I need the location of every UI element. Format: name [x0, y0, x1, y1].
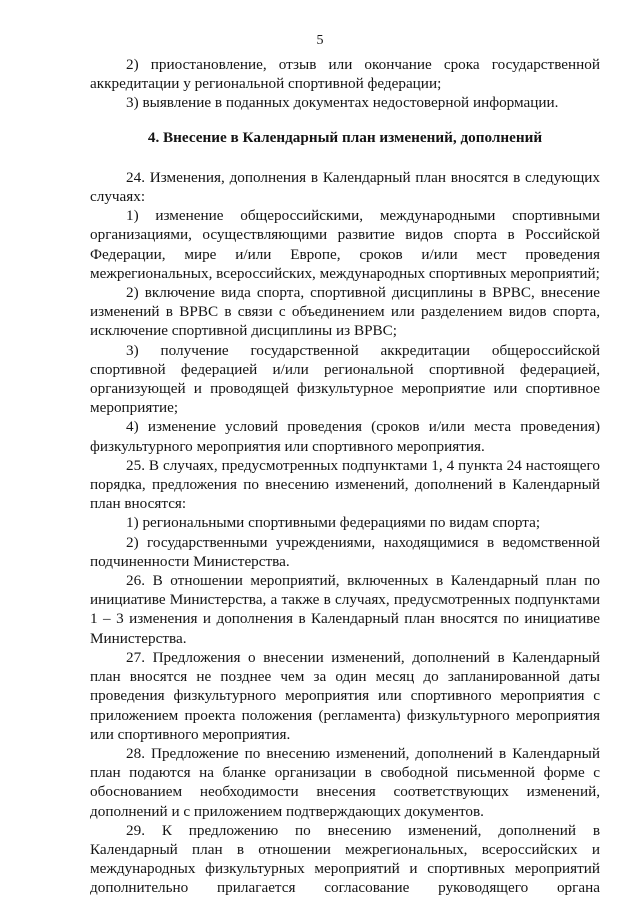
document-body — [90, 55, 600, 898]
paragraph-26: 26. В отношении мероприятий, включенных в Календарный план по инициативе Министерства, а также в случаях, предусмотренных подпунктами 1 – 3 изменения и дополнения в Календарный план вносятся по инициативе Министерства. — [90, 572, 600, 647]
paragraph-25-item-1: 1) региональными спортивными федерациями по видам спорта; — [126, 514, 541, 532]
paragraph-27: 27. Предложения о внесении изменений, дополнений в Календарный план вносятся не позднее чем за один месяц до запланированной даты проведения физкультурного мероприятия или спортивного мероприятия с приложением проекта положения (регламента) физкультурного мероприятия или спортивного мероприятия. — [90, 648, 600, 743]
paragraph-24-item-3: 3) получение государственной аккредитации общероссийской спортивной федерацией и/или региональной спортивной федерацией, организующей и проводящей физкультурное мероприятие или спортивное мероприятие; — [90, 341, 600, 417]
paragraph-29: 29. К предложению по внесению изменений, дополнений в Календарный план в отношении межрегиональных, всероссийских и международных физкультурных мероприятий и спортивных мероприятий дополнительно прилагается согласование руководящего органа — [90, 821, 600, 897]
paragraph-28: 28. Предложение по внесению изменений, дополнений в Календарный план подаются на бланке организации в свободной письменной форме с обоснованием необходимости внесения соответствующих изменений, дополнений и с приложением подтверждающих документов. — [90, 744, 600, 820]
paragraph-24-item-4: 4) изменение условий проведения (сроков и/или места проведения) физкультурного мероприятия или спортивного мероприятия. — [90, 418, 600, 455]
paragraph-3-unreliable-info: 3) выявление в поданных документах недостоверной информации. — [126, 94, 559, 112]
paragraph-24-item-1: 1) изменение общероссийскими, международными спортивными организациями, осуществляющими развитие видов спорта в Российской Федерации, мире и/или Европе, сроков и/или мест проведения межрегиональных, всероссийских, международных спортивных мероприятий; — [90, 207, 600, 282]
page-number: 5 — [316, 33, 324, 48]
paragraph-2-suspension: 2) приостановление, отзыв или окончание срока государственной аккредитации у региональной спортивной федерации; — [90, 56, 600, 93]
paragraph-25: 25. В случаях, предусмотренных подпунктами 1, 4 пункта 24 настоящего порядка, предложения по внесению изменений, дополнений в Календарный план вносятся: — [90, 456, 600, 513]
paragraph-24: 24. Изменения, дополнения в Календарный план вносятся в следующих случаях: — [90, 168, 600, 206]
section-heading: 4. Внесение в Календарный план изменений, дополнений — [147, 128, 543, 146]
paragraph-24-item-2: 2) включение вида спорта, спортивной дисциплины в ВРВС, внесение изменений в ВРВС в связи с объединением или разделением видов спорта, исключение спортивной дисциплины из ВРВС; — [90, 284, 600, 340]
paragraph-25-item-2: 2) государственными учреждениями, находящимися в ведомственной подчиненности Министерства. — [90, 533, 600, 570]
